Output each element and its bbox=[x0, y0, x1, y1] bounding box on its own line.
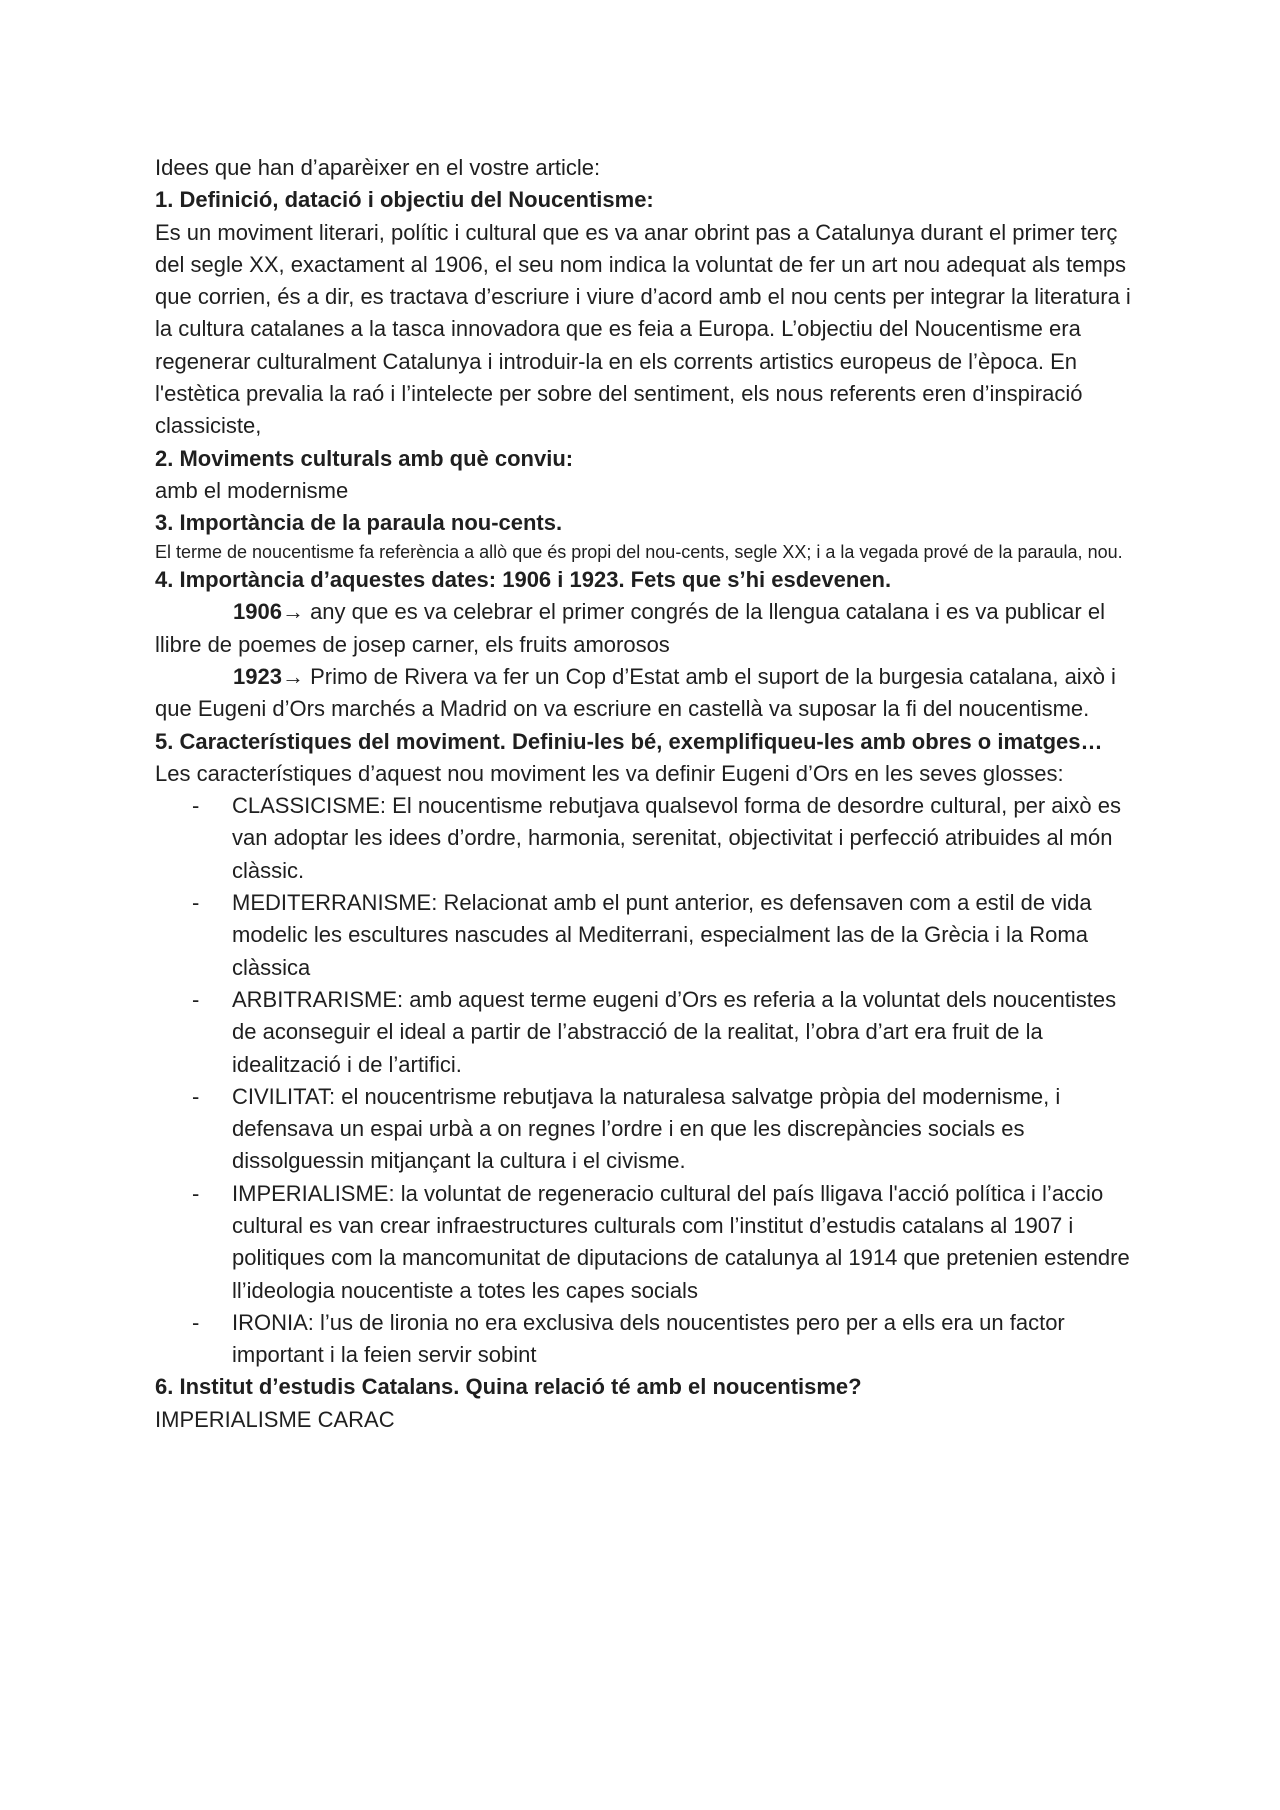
section-6-body: IMPERIALISME CARAC bbox=[155, 1406, 395, 1432]
date-1923-entry bbox=[155, 661, 1145, 726]
dash-marker: - bbox=[192, 793, 200, 819]
dash-marker: - bbox=[192, 1083, 200, 1109]
list-item-classicisme bbox=[155, 790, 1145, 887]
section-4-heading: 4. Importància d’aquestes dates: 1906 i 1923. Fets que s’hi esdevenen. bbox=[155, 567, 892, 593]
date-1923-label: 1923→ bbox=[233, 663, 304, 689]
list-item-imperialisme bbox=[155, 1178, 1145, 1307]
intro-text: Idees que han d’aparèixer en el vostre article: bbox=[155, 155, 601, 180]
section-1-heading: 1. Definició, datació i objectiu del Noucentisme: bbox=[155, 187, 654, 213]
list-item-mediterranisme bbox=[155, 887, 1145, 984]
dash-marker: - bbox=[192, 890, 200, 916]
list-item-ironia bbox=[155, 1307, 1145, 1372]
section-5-intro: Les característiques d’aquest nou moviment les va definir Eugeni d’Ors en les seves glosses: bbox=[155, 760, 1064, 786]
list-item-civilitat bbox=[155, 1081, 1145, 1178]
section-1-body: Es un moviment literari, polític i cultural que es va anar obrint pas a Catalunya durant el primer terç del segle XX, exactament al 1906, el seu nom indica la voluntat de fer un art nou adequat als temps que corrien, és a dir, es tractava d’escriure i viure d’acord amb el nou cents per integrar la literatura i la cultura catalanes a la tasca innovadora que es feia a Europa. L’objectiu del Noucentisme era regenerar culturalment Catalunya i introduir-la en els corrents artistics europeus de l’època. En l'estètica prevalia la raó i l’intelecte per sobre del sentiment, els nous referents eren d’inspiració classiciste, bbox=[155, 219, 1131, 439]
section-6-heading: 6. Institut d’estudis Catalans. Quina relació té amb el noucentisme? bbox=[155, 1374, 862, 1400]
document-page bbox=[155, 152, 1145, 1436]
date-1906-entry bbox=[155, 596, 1145, 661]
section-5-heading: 5. Característiques del moviment. Definiu-les bé, exemplifiqueu-les amb obres o imatges… bbox=[155, 728, 1103, 754]
list-item-text: IRONIA: l’us de lironia no era exclusiva dels noucentistes pero per a ells era un factor important i la feien servir sobint bbox=[232, 1309, 1065, 1368]
list-item-text: ARBITRARISME: amb aquest terme eugeni d’Ors es referia a la voluntat dels noucentistes de aconseguir el ideal a partir de l’abstracció de la realitat, l’obra d’art era fruit de la idealització i de l’artifici. bbox=[232, 986, 1117, 1077]
list-item-text: IMPERIALISME: la voluntat de regeneracio cultural del país lligava l'acció política i l’accio cultural es van crear infraestructures culturals com l’institut d’estudis catalans al 1907 i politiques com la mancomunitat de diputacions de catalunya al 1914 que pretenien estendre ll’ideologia noucentiste a totes les capes socials bbox=[232, 1180, 1130, 1303]
dash-marker: - bbox=[192, 1180, 200, 1206]
section-3-heading: 3. Importància de la paraula nou-cents. bbox=[155, 510, 563, 536]
date-1906-label: 1906→ bbox=[233, 599, 304, 625]
list-item-text: CIVILITAT: el noucentrisme rebutjava la naturalesa salvatge pròpia del modernisme, i defensava un espai urbà a on regnes l’ordre i en que les discrepàncies socials es dissolguessin mitjançant la cultura i el civisme. bbox=[232, 1083, 1061, 1174]
section-3-body: El terme de noucentisme fa referència a allò que és propi del nou-cents, segle XX; i a la vegada prové de la paraula, nou. bbox=[155, 541, 1123, 562]
section-2-heading: 2. Moviments culturals amb què conviu: bbox=[155, 445, 574, 471]
characteristics-list bbox=[155, 790, 1145, 1371]
list-item-text: CLASSICISME: El noucentisme rebutjava qualsevol forma de desordre cultural, per això es van adoptar les idees d’ordre, harmonia, serenitat, objectivitat i perfecció atribuides al món clàssic. bbox=[232, 793, 1121, 883]
section-2-body: amb el modernisme bbox=[155, 477, 349, 503]
dash-marker: - bbox=[192, 1309, 200, 1335]
list-item-arbitrarisme bbox=[155, 984, 1145, 1081]
list-item-text: MEDITERRANISME: Relacionat amb el punt anterior, es defensaven com a estil de vida modelic les escultures nascudes al Mediterrani, especialment las de la Grècia i la Roma clàssica bbox=[232, 890, 1092, 980]
date-1923-text: Primo de Rivera va fer un Cop d’Estat amb el suport de la burgesia catalana, això i que Eugeni d’Ors marchés a Madrid on va escriure en castellà va suposar la fi del noucentisme. bbox=[155, 663, 1116, 722]
date-1906-text: any que es va celebrar el primer congrés de la llengua catalana i es va publicar el llibre de poemes de josep carner, els fruits amorosos bbox=[155, 599, 1105, 657]
dash-marker: - bbox=[192, 986, 200, 1012]
